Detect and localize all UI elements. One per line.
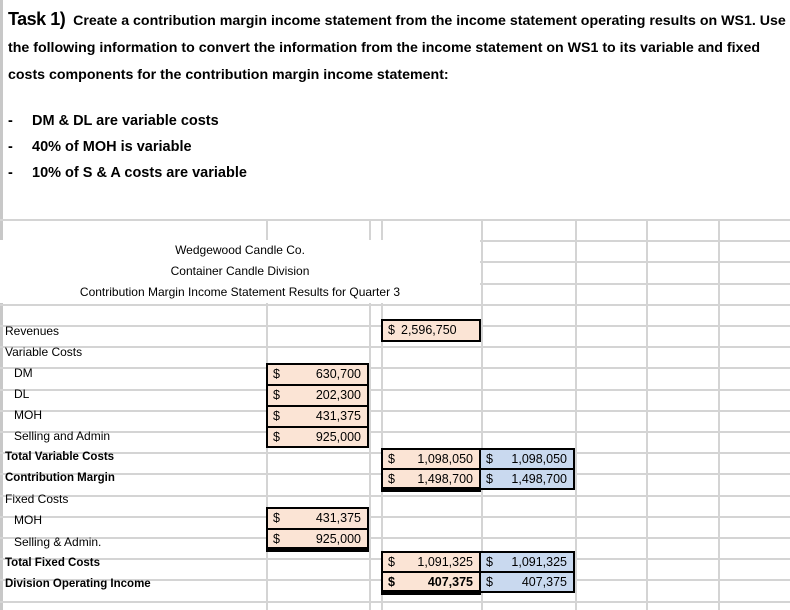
bullet-dash: - xyxy=(8,139,13,155)
amount-value: 202,300 xyxy=(315,388,361,402)
amount-value: 925,000 xyxy=(315,532,361,546)
amount-value: 1,098,050 xyxy=(417,452,473,466)
company-name: Wedgewood Candle Co. xyxy=(0,240,480,261)
bullet-item xyxy=(8,134,247,160)
currency-symbol: $ xyxy=(388,575,395,589)
label-variable-costs[interactable]: Variable Costs xyxy=(5,345,83,359)
label-selling-admin[interactable]: Selling and Admin xyxy=(14,429,111,443)
bullet-item xyxy=(8,160,247,186)
currency-symbol: $ xyxy=(273,511,280,525)
label-dm[interactable]: DM xyxy=(14,366,33,380)
label-total-fixed-costs[interactable]: Total Fixed Costs xyxy=(5,557,100,569)
grid-column-line xyxy=(718,219,720,610)
currency-symbol: $ xyxy=(273,532,280,546)
grid-row-line xyxy=(0,601,790,603)
task-text: Create a contribution margin income statement from the income statement operating results on WS1. Use the following information to convert the information from the income statement on WS1 to its variable and fixed costs components for the contribution margin income statement: xyxy=(8,13,786,83)
amount-value: 630,700 xyxy=(315,367,361,381)
bullet-dash: - xyxy=(8,113,13,129)
currency-symbol: $ xyxy=(388,472,395,486)
grid-column-line xyxy=(646,219,648,610)
bullet-list xyxy=(8,108,247,186)
amount-value: 431,375 xyxy=(315,511,361,525)
amount-value: 1,498,700 xyxy=(417,472,473,486)
bullet-text: DM & DL are variable costs xyxy=(32,113,219,129)
fixed-selling-admin-cell[interactable] xyxy=(266,528,369,552)
total-variable-costs-cell[interactable] xyxy=(381,448,481,470)
amount-value: 407,375 xyxy=(521,575,567,589)
grid-row-line xyxy=(0,367,790,369)
label-fixed-selling-admin[interactable]: Selling & Admin. xyxy=(14,535,102,549)
grid-row-line xyxy=(0,516,790,518)
fixed-moh-cell[interactable] xyxy=(266,507,369,530)
task-instructions xyxy=(8,6,788,89)
division-name: Container Candle Division xyxy=(0,261,480,282)
currency-symbol: $ xyxy=(273,367,280,381)
statement-title: Contribution Margin Income Statement Results for Quarter 3 xyxy=(0,282,480,303)
label-total-variable-costs[interactable]: Total Variable Costs xyxy=(5,451,115,463)
grid-row-line xyxy=(0,537,790,539)
currency-symbol: $ xyxy=(273,388,280,402)
currency-symbol: $ xyxy=(273,409,280,423)
currency-symbol: $ xyxy=(486,555,493,569)
spreadsheet-grid[interactable] xyxy=(0,219,790,610)
amount-value: 431,375 xyxy=(315,409,361,423)
label-moh[interactable]: MOH xyxy=(14,408,42,422)
task-label: Task 1) xyxy=(8,9,66,29)
currency-symbol: $ xyxy=(486,575,493,589)
amount-value: 2,596,750 xyxy=(401,323,457,337)
currency-symbol: $ xyxy=(388,323,395,337)
currency-symbol: $ xyxy=(388,452,395,466)
selling-admin-cell[interactable] xyxy=(266,426,369,448)
grid-row-line xyxy=(0,431,790,433)
total-fixed-costs-cell[interactable] xyxy=(381,551,481,573)
grid-row-line xyxy=(0,219,790,221)
currency-symbol: $ xyxy=(273,430,280,444)
bullet-text: 10% of S & A costs are variable xyxy=(32,165,247,181)
amount-value: 407,375 xyxy=(427,575,473,589)
amount-value: 1,091,325 xyxy=(417,555,473,569)
revenues-cell[interactable] xyxy=(381,319,481,342)
total-variable-costs-check[interactable] xyxy=(479,448,575,470)
grid-row-line xyxy=(0,410,790,412)
division-operating-income-check[interactable] xyxy=(479,571,575,593)
label-division-operating-income[interactable]: Division Operating Income xyxy=(5,578,151,590)
grid-row-line xyxy=(0,389,790,391)
dm-cell[interactable] xyxy=(266,363,369,386)
contribution-margin-cell[interactable] xyxy=(381,468,481,492)
grid-column-line xyxy=(575,219,577,610)
bullet-dash: - xyxy=(8,165,13,181)
amount-value: 1,498,700 xyxy=(511,472,567,486)
currency-symbol: $ xyxy=(388,555,395,569)
grid-row-line xyxy=(0,304,790,306)
amount-value: 925,000 xyxy=(315,430,361,444)
division-operating-income-cell[interactable] xyxy=(381,571,481,595)
bullet-item xyxy=(8,108,247,134)
label-dl[interactable]: DL xyxy=(14,387,30,401)
total-fixed-costs-check[interactable] xyxy=(479,551,575,573)
grid-row-line xyxy=(0,346,790,348)
bullet-text: 40% of MOH is variable xyxy=(32,139,192,155)
label-fixed-moh[interactable]: MOH xyxy=(14,513,42,527)
contribution-margin-check[interactable] xyxy=(479,468,575,490)
label-revenues[interactable]: Revenues xyxy=(5,324,60,338)
grid-row-line xyxy=(0,495,790,497)
dl-cell[interactable] xyxy=(266,384,369,407)
currency-symbol: $ xyxy=(486,472,493,486)
currency-symbol: $ xyxy=(486,452,493,466)
label-contribution-margin[interactable]: Contribution Margin xyxy=(5,472,115,484)
amount-value: 1,091,325 xyxy=(511,555,567,569)
moh-cell[interactable] xyxy=(266,405,369,428)
amount-value: 1,098,050 xyxy=(511,452,567,466)
label-fixed-costs[interactable]: Fixed Costs xyxy=(5,492,69,506)
